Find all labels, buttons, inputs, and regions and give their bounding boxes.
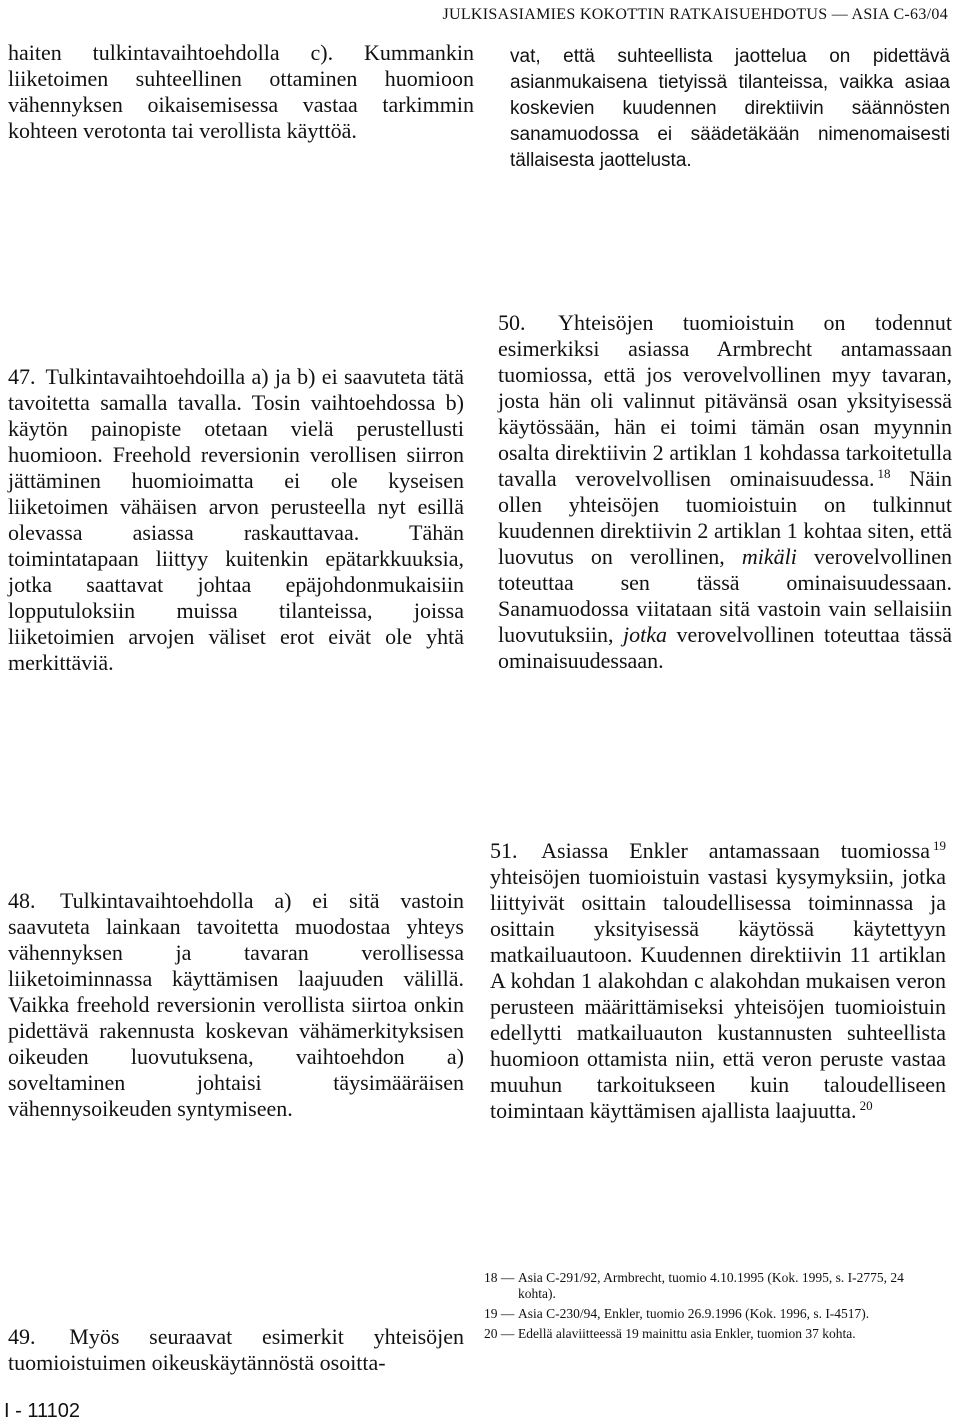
paragraph-text: Yhteisöjen tuomioistuin on todennut esimerkiksi asiassa Armbrecht antamassaan tuomiossa, että jos verovelvollinen myy tavaran, josta hän oli valinnut pitävänsä osan yksityisessä käytössään, hän ei toimi tämän osan myynnin osalta direktiivin 2 artiklan 1 kohdassa tarkoitetulla tavalla verovelvollisen ominaisuudessa.	[498, 310, 952, 491]
paragraph-48	[8, 888, 464, 1122]
footnote-number: 20 —	[484, 1326, 515, 1341]
footnote-text: Asia C-230/94, Enkler, tuomio 26.9.1996 (Kok. 1996, s. I-4517).	[518, 1306, 870, 1321]
paragraph-text: Asiassa Enkler antamassaan tuomiossa	[541, 838, 930, 863]
footnote-ref-19[interactable]: 19	[933, 838, 946, 853]
footnote-text: Edellä alaviitteessä 19 mainittu asia Enkler, tuomion 37 kohta.	[518, 1326, 856, 1341]
paragraph-text: Tulkintavaihtoehdolla a) ei sitä vastoin saavuteta lainkaan tavoitetta muodostaa yhteys vähennyksen ja tavaran verollisessa liiketoiminnassa käyttämisen laajuuden välillä. Vaikka freehold reversionin verollista siirtoa onkin pidettävä rakennusta koskevan vähämerkityksisen oikeuden luovutuksena, vaihtoehdon a) soveltaminen johtaisi täysimääräisen vähennysoikeuden syntymiseen.	[8, 888, 464, 1121]
paragraph-number: 50.	[498, 310, 526, 335]
footnote-number: 19 —	[484, 1306, 515, 1321]
paragraph-47	[8, 364, 464, 676]
emphasis-text: jotka	[623, 622, 667, 647]
paragraph-text: yhteisöjen tuomioistuin vastasi kysymyksiin, jotka liittyivät osittain taloudellisessa toiminnassa ja osittain yksityisessä käytössä käytettyyn matkailuautoon. Kuudennen direktiivin 11 artiklan A kohdan 1 alakohdan c alakohdan mukaisen veron perusteen määrittämiseksi yhteisöjen tuomioistuin edellytti matkailuauton kustannusten suhteellista huomioon ottamista niin, että veron peruste vastaa muuhun tarkoitukseen kuin taloudelliseen toimintaan käyttämisen ajallista laajuutta.	[490, 864, 946, 1123]
paragraph-text: Myös seuraavat esimerkit yhteisöjen tuomioistuimen oikeuskäytännöstä osoitta-	[8, 1324, 465, 1375]
footnote-19	[484, 1306, 940, 1322]
paragraph-number: 51.	[490, 838, 518, 863]
footnote-number: 18 —	[484, 1270, 515, 1285]
running-header: JULKISASIAMIES KOKOTTIN RATKAISUEHDOTUS — ASIA C-63/04	[442, 6, 948, 23]
paragraph-text: Näin ollen yhteisöjen tuomioistuin on tulkinnut kuudennen direktiivin 2 artiklan 1 kohtaa siten, että luovutus on verollinen,	[498, 466, 952, 569]
paragraph-number: 48.	[8, 888, 36, 913]
paragraph-number: 49.	[8, 1324, 36, 1349]
footnote-text: Asia C-291/92, Armbrecht, tuomio 4.10.1995 (Kok. 1995, s. I-2775, 24 kohta).	[518, 1270, 904, 1301]
paragraph-50	[498, 310, 952, 674]
footnote-18	[484, 1270, 940, 1302]
emphasis-text: mikäli	[741, 544, 797, 569]
page-number: I - 11102	[4, 1400, 80, 1422]
footnotes	[484, 1270, 940, 1346]
footnote-ref-18[interactable]: 18	[877, 466, 891, 481]
right-intro-paragraph: vat, että suhteellista jaottelua on pidettävä asianmukaisena tietyissä tilanteissa, vaikka asiaa koskevien kuudennen direktiivin säännösten sanamuodossa ei säädetäkään nimenomaisesti tällaisesta jaottelusta.	[510, 46, 950, 171]
paragraph-51	[490, 838, 946, 1124]
paragraph-49	[8, 1324, 464, 1376]
paragraph-text: verovelvollinen toteuttaa tässä ominaisuudessaan.	[498, 622, 953, 673]
left-intro-paragraph: haiten tulkintavaihtoehdolla c). Kummankin liiketoimen suhteellinen ottaminen huomioon vähennyksen oikaisemisessa vastaa tarkimmin kohteen verotonta tai verollista käyttöä.	[8, 40, 474, 143]
paragraph-text: verovelvollinen toteuttaa sen tässä ominaisuudessaan. Sanamuodossa viitataan sitä vastoin vain sellaisiin luovutuksiin,	[498, 544, 952, 647]
paragraph-text: Tulkintavaihtoehdoilla a) ja b) ei saavuteta tätä tavoitetta samalla tavalla. Tosin vaihtoehdossa b) käytön painopiste otetaan vielä perustellusti huomioon. Freehold reversionin verollisen siirron jättäminen huomioimatta ei ole kyseisen liiketoimen vähäisen arvon perusteella nyt esillä olevassa asiassa raskauttavaa. Tähän toimintatapaan liittyy kuitenkin epätarkkuuksia, jotka saattavat johtaa epäjohdonmukaisiin lopputuloksiin muissa tilanteissa, joissa liiketoimien arvojen väliset erot eivät ole yhtä merkittäviä.	[8, 364, 464, 675]
paragraph-number: 47.	[8, 364, 36, 389]
footnote-ref-20[interactable]: 20	[859, 1098, 873, 1113]
footnote-20	[484, 1326, 940, 1342]
